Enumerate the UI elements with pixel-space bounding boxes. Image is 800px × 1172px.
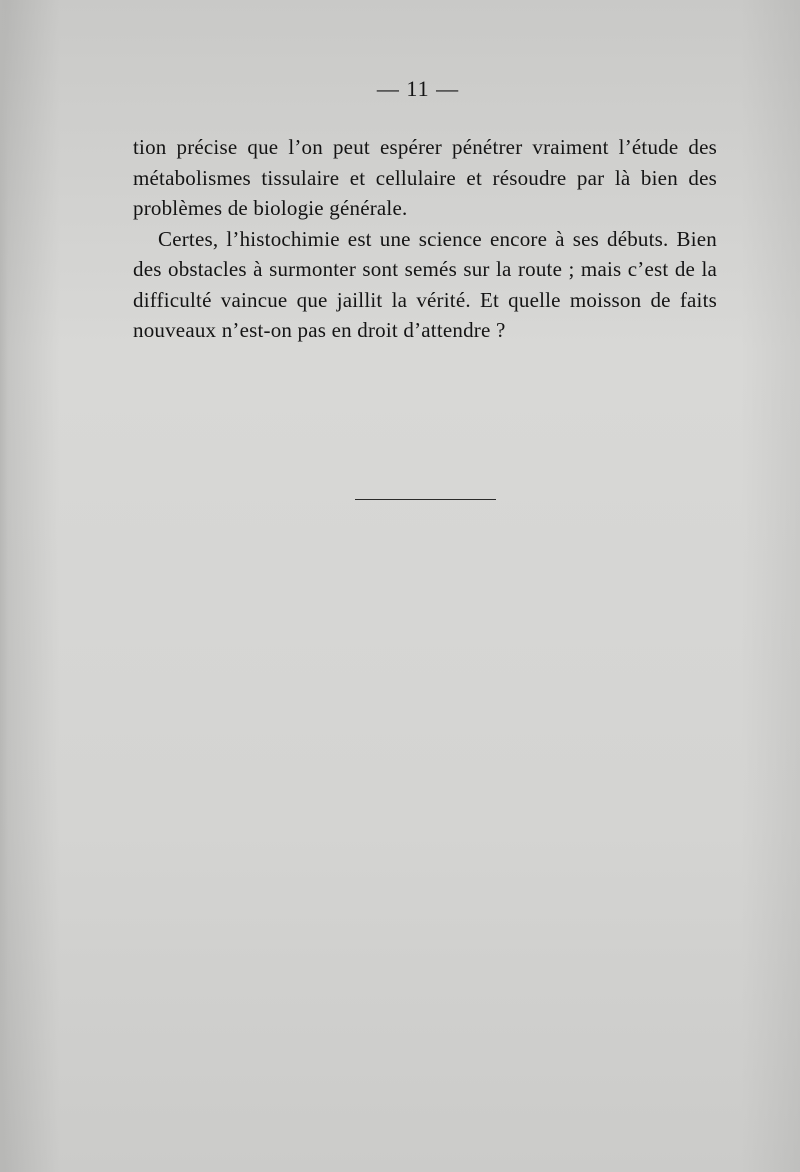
paragraph-1: tion précise que l’on peut espérer pénétrer vraiment l’étude des métabolismes tissulaire et cellulaire et résoudre par là bien des problèmes de biologie générale.	[133, 135, 717, 220]
body-text	[133, 132, 717, 346]
page-edge-shadow	[0, 0, 8, 1172]
page-number: — 11 —	[376, 76, 460, 101]
paragraph-2: Certes, l’histochimie est une science encore à ses débuts. Bien des obstacles à surmonter sont semés sur la route ; mais c’est de la difficulté vaincue que jaillit la vérité. Et quelle moisson de faits nouveaux n’est-on pas en droit d’attendre ?	[133, 226, 717, 342]
section-end-rule	[355, 499, 496, 500]
